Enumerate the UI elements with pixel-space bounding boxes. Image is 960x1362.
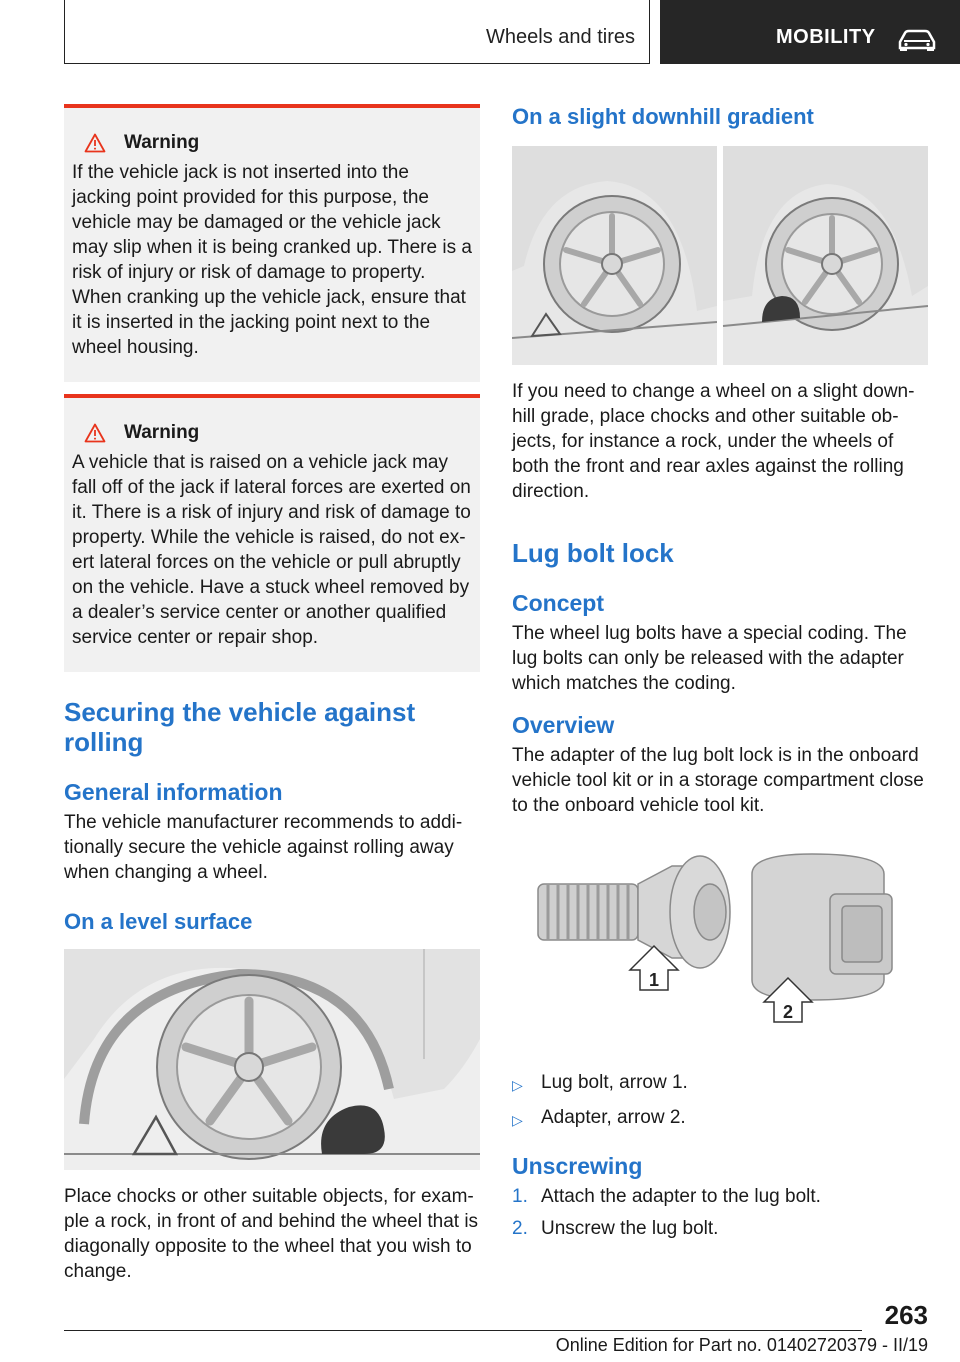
overview-heading: Overview bbox=[512, 712, 615, 738]
list-item-text: Adapter, arrow 2. bbox=[541, 1107, 686, 1128]
edition-note: Online Edition for Part no. 01402720379 - II/19 bbox=[555, 1335, 928, 1355]
level-surface-text: Place chocks or other suitable objects, for example a rock, in front of and behind the wheel that is diagonally opposite to the wheel that you wish to change. bbox=[64, 1186, 479, 1282]
arrow-label-1: 1 bbox=[648, 970, 660, 990]
step-number: 1. bbox=[512, 1186, 528, 1207]
warning-box-lateral-forces bbox=[64, 394, 480, 672]
list-item bbox=[512, 1070, 928, 1098]
list-item bbox=[512, 1105, 928, 1133]
page-number: 263 bbox=[884, 1300, 928, 1330]
warning-triangle-icon bbox=[84, 133, 106, 153]
general-info-heading: General information bbox=[64, 779, 283, 805]
level-surface-heading: On a level surface bbox=[64, 909, 253, 934]
wheel-chocks-downhill-image bbox=[512, 146, 928, 365]
lug-bolt-lock-heading: Lug bolt lock bbox=[512, 538, 674, 568]
unscrewing-steps bbox=[512, 1184, 928, 1241]
downhill-text: If you need to change a wheel on a slight downhill grade, place chocks and other suitable objects, for instance a rock, under the wheels of both the front and rear axles against the rolling direction. bbox=[512, 381, 915, 502]
chapter-tab bbox=[660, 0, 960, 64]
step-text: Attach the adapter to the lug bolt. bbox=[541, 1186, 821, 1207]
car-icon bbox=[896, 28, 938, 52]
warning-heading bbox=[72, 132, 472, 154]
overview-text: The adapter of the lug bolt lock is in the onboard vehicle tool kit or in a storage compartment close to the onboard vehicle tool kit. bbox=[512, 745, 924, 816]
warning-text: If the vehicle jack is not inserted into the jacking point provided for this purpose, the vehicle may be damaged or the vehicle jack may slip when it is being cranked up. There is a risk of injury or risk of damage to property. When cranking up the vehicle jack, ensure that it is inserted in the jacking point next to the wheel housing. bbox=[72, 162, 472, 358]
downhill-illustration bbox=[512, 146, 928, 365]
level-surface-illustration bbox=[64, 949, 480, 1170]
warning-title: Warning bbox=[124, 422, 200, 443]
step-item bbox=[512, 1184, 928, 1209]
downhill-heading: On a slight downhill gradient bbox=[512, 104, 814, 129]
section-heading: Securing the vehicle against rolling bbox=[64, 697, 416, 757]
general-info-text: The vehicle manufacturer recommends to additionally secure the vehicle against rolling away when changing a wheel. bbox=[64, 812, 463, 883]
warning-text: A vehicle that is raised on a vehicle jack may fall off of the jack if lateral forces are exerted on it. There is a risk of injury and risk of damage to property. While the vehicle is raised, do not exert lateral forces on the vehicle or pull abruptly on the vehicle. Have a stuck wheel removed by a dealer’s service center or another qualified service center or repair shop. bbox=[72, 452, 471, 648]
warning-box-jacking-point bbox=[64, 104, 480, 382]
unscrewing-heading: Unscrewing bbox=[512, 1153, 643, 1179]
chapter-title: MOBILITY bbox=[776, 26, 876, 48]
section-title: Wheels and tires bbox=[486, 26, 635, 48]
warning-triangle-icon bbox=[84, 423, 106, 443]
concept-heading: Concept bbox=[512, 590, 604, 616]
right-column bbox=[512, 104, 928, 1248]
step-number: 2. bbox=[512, 1218, 528, 1239]
footer-divider bbox=[64, 1330, 862, 1331]
concept-text: The wheel lug bolts have a special coding. The lug bolts can only be released with the adapter which matches the coding. bbox=[512, 623, 907, 694]
list-item-text: Lug bolt, arrow 1. bbox=[541, 1072, 688, 1093]
arrow-label-2: 2 bbox=[782, 1002, 794, 1022]
warning-heading bbox=[72, 422, 472, 444]
step-text: Unscrew the lug bolt. bbox=[541, 1218, 719, 1239]
warning-title: Warning bbox=[124, 132, 200, 153]
triangle-bullet-icon: ▷ bbox=[512, 1077, 523, 1093]
parts-list bbox=[512, 1070, 928, 1133]
page-header bbox=[0, 0, 960, 66]
left-column bbox=[64, 104, 480, 1284]
step-item bbox=[512, 1216, 928, 1241]
wheel-chocks-level-image bbox=[64, 949, 480, 1170]
section-tab bbox=[64, 0, 650, 64]
lug-bolt-adapter-illustration bbox=[512, 846, 928, 1056]
lug-bolt-and-adapter-image bbox=[512, 846, 928, 1056]
triangle-bullet-icon: ▷ bbox=[512, 1112, 523, 1128]
